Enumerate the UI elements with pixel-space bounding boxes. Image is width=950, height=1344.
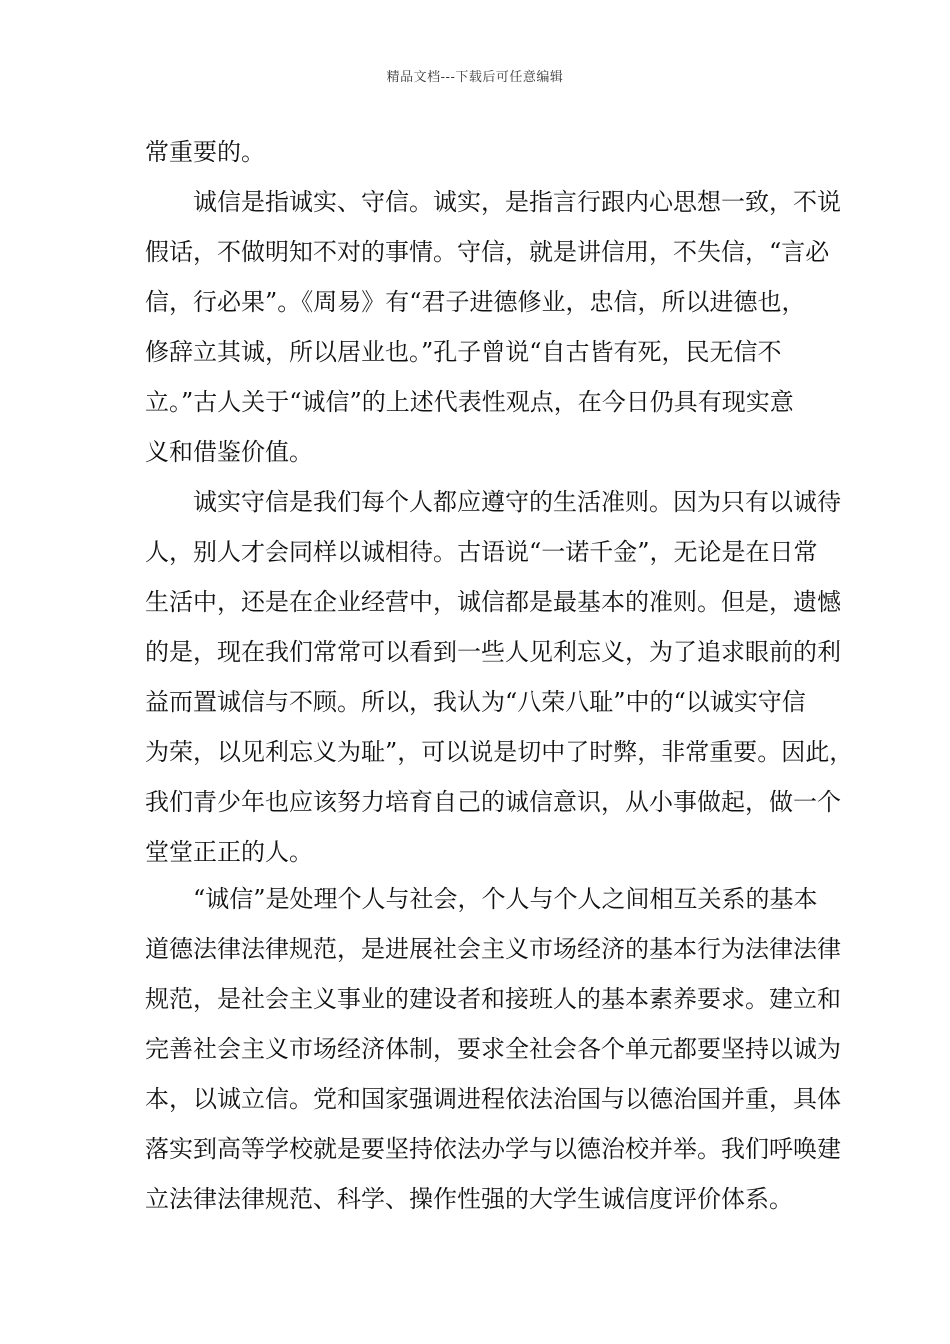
text-line: 道德法律法律规范，是进展社会主义市场经济的基本行为法律法律 xyxy=(145,935,841,963)
text-line: 修辞立其诚，所以居业也。”孔子曾说“自古皆有死，民无信不 xyxy=(145,338,782,366)
text-line: 落实到高等学校就是要坚持依法办学与以德治校并举。我们呼唤建 xyxy=(145,1135,841,1163)
text-line: 完善社会主义市场经济体制，要求全社会各个单元都要坚持以诚为 xyxy=(145,1035,841,1063)
text-line: 堂堂正正的人。 xyxy=(145,838,313,866)
text-line: 立法律法律规范、科学、操作性强的大学生诚信度评价体系。 xyxy=(145,1185,793,1213)
text-line: 假话，不做明知不对的事情。守信，就是讲信用，不失信，“言必 xyxy=(145,238,830,266)
text-line: 我们青少年也应该努力培育自己的诚信意识，从小事做起，做一个 xyxy=(145,788,841,816)
paragraph-start-line: 诚实守信是我们每个人都应遵守的生活准则。因为只有以诚待 xyxy=(193,488,841,516)
text-line: 益而置诚信与不顾。所以，我认为“八荣八耻”中的“以诚实守信 xyxy=(145,688,806,716)
text-line: 人，别人才会同样以诚相待。古语说“一诺千金”，无论是在日常 xyxy=(145,538,818,566)
paragraph-start-line: “诚信”是处理个人与社会，个人与个人之间相互关系的基本 xyxy=(193,885,818,913)
text-line: 常重要的。 xyxy=(145,138,265,166)
text-line: 生活中，还是在企业经营中，诚信都是最基本的准则。但是，遗憾 xyxy=(145,588,841,616)
text-line: 信，行必果”。《周易》有“君子进德修业，忠信，所以进德也， xyxy=(145,288,806,316)
page-header: 精品文档---下载后可任意编辑 xyxy=(386,70,564,85)
text-line: 立。”古人关于“诚信”的上述代表性观点，在今日仍具有现实意 xyxy=(145,388,794,416)
text-line: 规范，是社会主义事业的建设者和接班人的基本素养要求。建立和 xyxy=(145,985,841,1013)
text-line: 义和借鉴价值。 xyxy=(145,438,313,466)
paragraph-start-line: 诚信是指诚实、守信。诚实，是指言行跟内心思想一致，不说 xyxy=(193,188,841,216)
text-line: 的是，现在我们常常可以看到一些人见利忘义，为了追求眼前的利 xyxy=(145,638,841,666)
text-line: 本，以诚立信。党和国家强调进程依法治国与以德治国并重，具体 xyxy=(145,1085,841,1113)
text-line: 为荣，以见利忘义为耻”，可以说是切中了时弊，非常重要。因此， xyxy=(145,738,854,766)
